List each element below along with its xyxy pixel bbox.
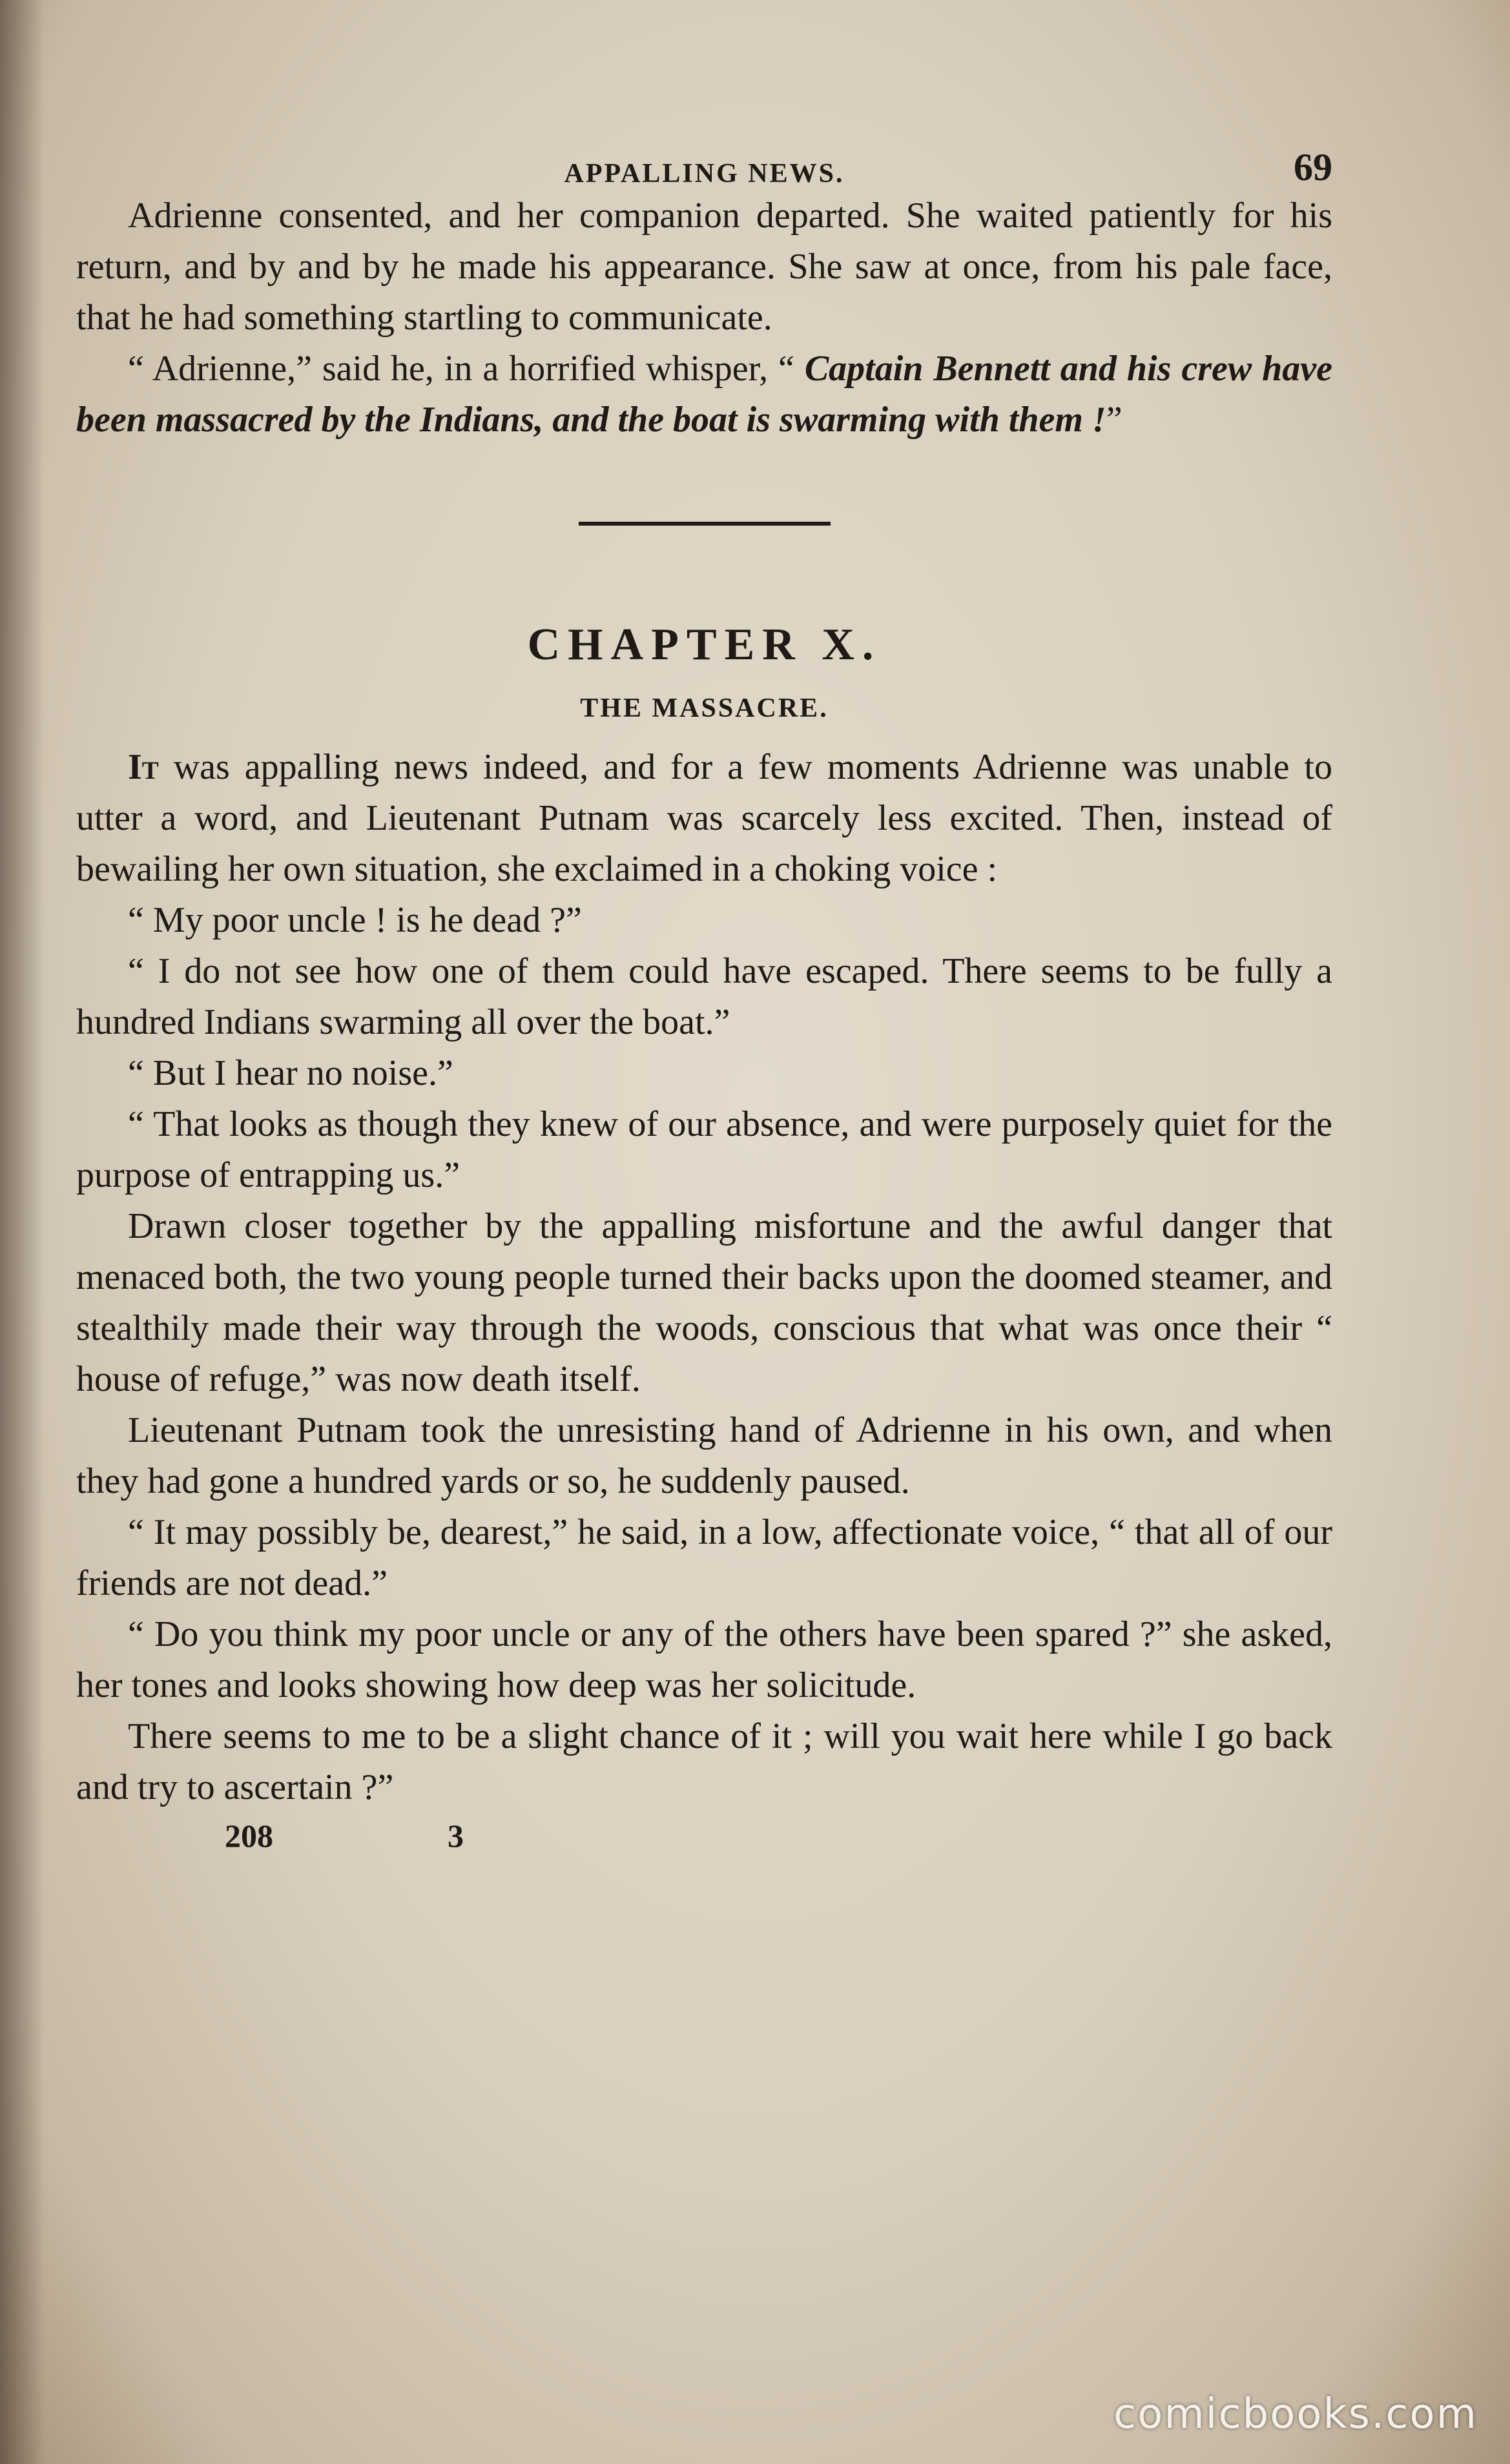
section-rule <box>579 522 831 526</box>
opening-rest: was appalling news indeed, and for a few moments Adrienne was unable to utter a word, and Lieutenant Putnam was scarcely less excited. Then, instead of bewailing her own situation, she exclaimed in a choking voice : <box>76 747 1332 889</box>
whisper-intro: “ Adrienne,” said he, in a horrified whisper, “ <box>128 349 805 389</box>
paragraph-opening <box>76 742 1332 895</box>
paragraph: “ I do not see how one of them could have escaped. There seems to be fully a hundred Indians swarming all over the boat.” <box>76 951 1332 1042</box>
chapter-title: CHAPTER X. <box>527 620 882 670</box>
chapter-subtitle: THE MASSACRE. <box>580 693 829 723</box>
page-edge-shadow <box>0 0 45 2464</box>
whisper-italic: Captain Bennett and his crew have been massacred by the Indians, and the boat is swarming with them ! <box>76 349 1332 440</box>
whisper-close: ” <box>1106 400 1122 440</box>
paragraph: “ Do you think my poor uncle or any of the others have been spared ?” she asked, her tones and looks showing how deep was her solicitude. <box>76 1614 1332 1705</box>
paragraph: Drawn closer together by the appalling misfortune and the awful danger that menaced both, the two young people turned their backs upon the doomed steamer, and stealthily made their way through the woods, conscious that what was once their “ house of refuge,” was now death itself. <box>76 1206 1332 1399</box>
opening-word: It <box>128 747 159 787</box>
running-title: APPALLING NEWS. <box>564 159 845 189</box>
paragraph: “ That looks as though they knew of our absence, and were purposely quiet for the purpose of entrapping us.” <box>76 1104 1332 1195</box>
paragraph: “ But I hear no noise.” <box>128 1053 453 1093</box>
paragraph: “ My poor uncle ! is he dead ?” <box>128 900 582 940</box>
paragraph: There seems to me to be a slight chance of it ; will you wait here while I go back and try to ascertain ?” <box>76 1716 1332 1807</box>
paragraph: Adrienne consented, and her companion departed. She waited patiently for his return, and by and by he made his appearance. She saw at once, from his pale face, that he had something startling to communicate. <box>76 196 1332 338</box>
signature-mark: 3 <box>448 1818 464 1854</box>
paragraph: Lieutenant Putnam took the unresisting hand of Adrienne in his own, and when they had gone a hundred yards or so, he suddenly paused. <box>76 1410 1332 1501</box>
signature-number: 208 <box>225 1818 273 1854</box>
running-head <box>76 139 1332 190</box>
page-number: 69 <box>1294 146 1332 189</box>
watermark: comicbooks.com <box>1113 2390 1478 2438</box>
page-content <box>76 139 1332 1862</box>
paragraph-whisper <box>76 344 1332 446</box>
paragraph: “ It may possibly be, dearest,” he said, in a low, affectionate voice, “ that all of our friends are not dead.” <box>76 1512 1332 1603</box>
page-footer <box>76 1817 1332 1862</box>
